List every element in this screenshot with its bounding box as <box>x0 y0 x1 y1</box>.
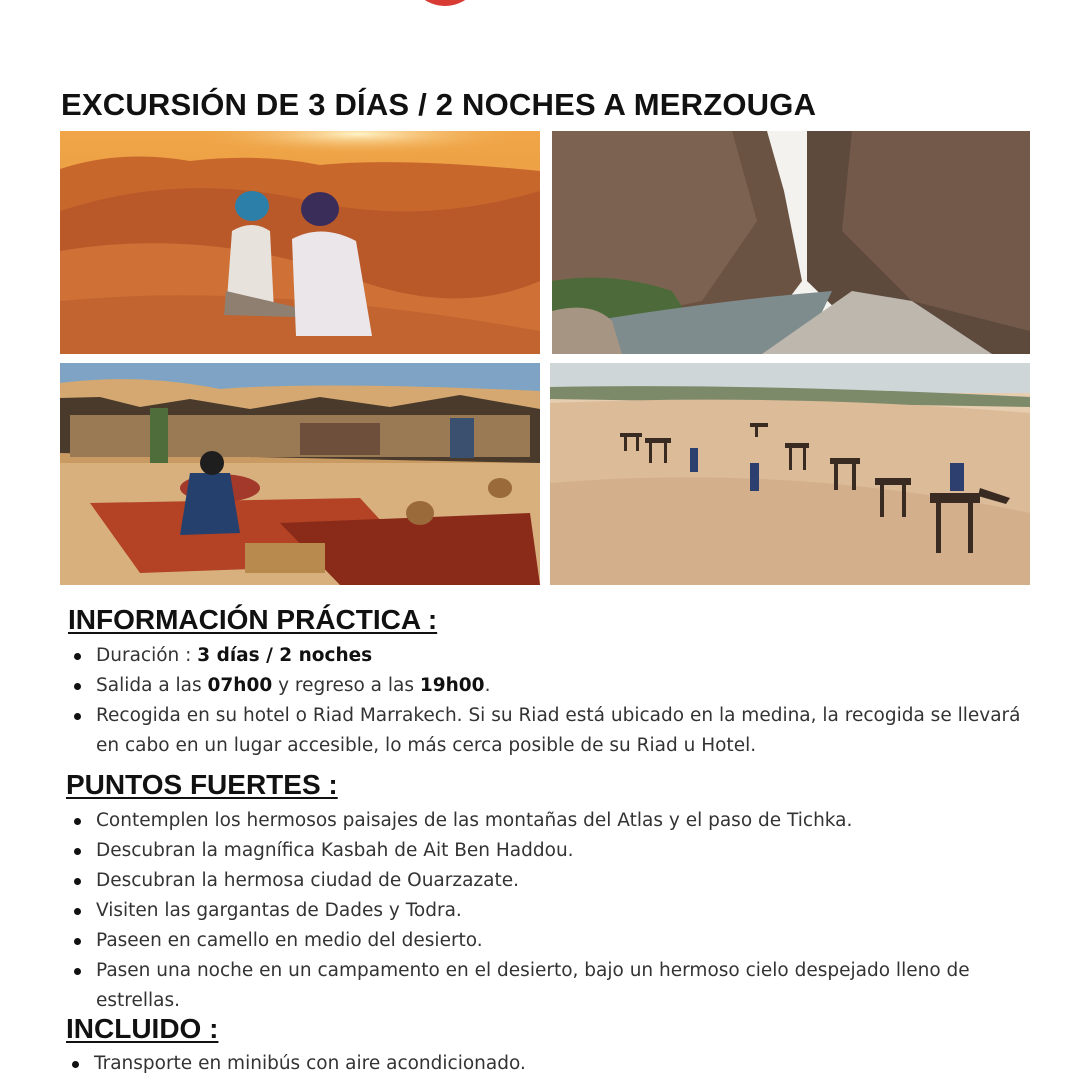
desert-sunset-photo <box>60 131 540 354</box>
duration-value: 3 días / 2 noches <box>197 645 373 666</box>
highlights-heading: PUNTOS FUERTES : <box>66 769 338 800</box>
list-item: Descubran la magnífica Kasbah de Ait Ben Haddou. <box>68 836 1028 866</box>
practical-info-heading: INFORMACIÓN PRÁCTICA : <box>68 604 438 635</box>
list-item: Transporte en minibús con aire acondicionado. <box>66 1049 1026 1079</box>
list-item: Recogida en su hotel o Riad Marrakech. Si su Riad está ubicado en la medina, la recogida se llevará en cabo en un lugar accesible, lo más cerca posible de su Riad u Hotel. <box>68 701 1028 761</box>
logo-mark <box>408 0 482 6</box>
list-item: Contemplen los hermosos paisajes de las montañas del Atlas y el paso de Tichka. <box>68 806 1028 836</box>
highlights-list <box>68 806 1028 1016</box>
page-title: EXCURSIÓN DE 3 DÍAS / 2 NOCHES A MERZOUGA <box>61 86 817 122</box>
included-list <box>66 1049 1026 1079</box>
list-item: Descubran la hermosa ciudad de Ouarzazate. <box>68 866 1028 896</box>
list-item: Visiten las gargantas de Dades y Todra. <box>68 896 1028 926</box>
list-item: Paseen en camello en medio del desierto. <box>68 926 1028 956</box>
departure-time: 07h00 <box>207 675 273 696</box>
list-item: Salida a las 07h00 y regreso a las 19h00. <box>68 671 1028 701</box>
list-item: Duración : 3 días / 2 noches <box>68 641 1028 671</box>
desert-camp-photo <box>60 363 540 585</box>
list-item: Pasen una noche en un campamento en el desierto, bajo un hermoso cielo despejado lleno de estrellas. <box>68 956 1028 1016</box>
return-time: 19h00 <box>419 675 485 696</box>
practical-info-list <box>68 641 1028 761</box>
camel-caravan-photo <box>550 363 1030 585</box>
included-heading: INCLUIDO : <box>66 1013 219 1044</box>
todra-gorge-photo <box>552 131 1030 354</box>
